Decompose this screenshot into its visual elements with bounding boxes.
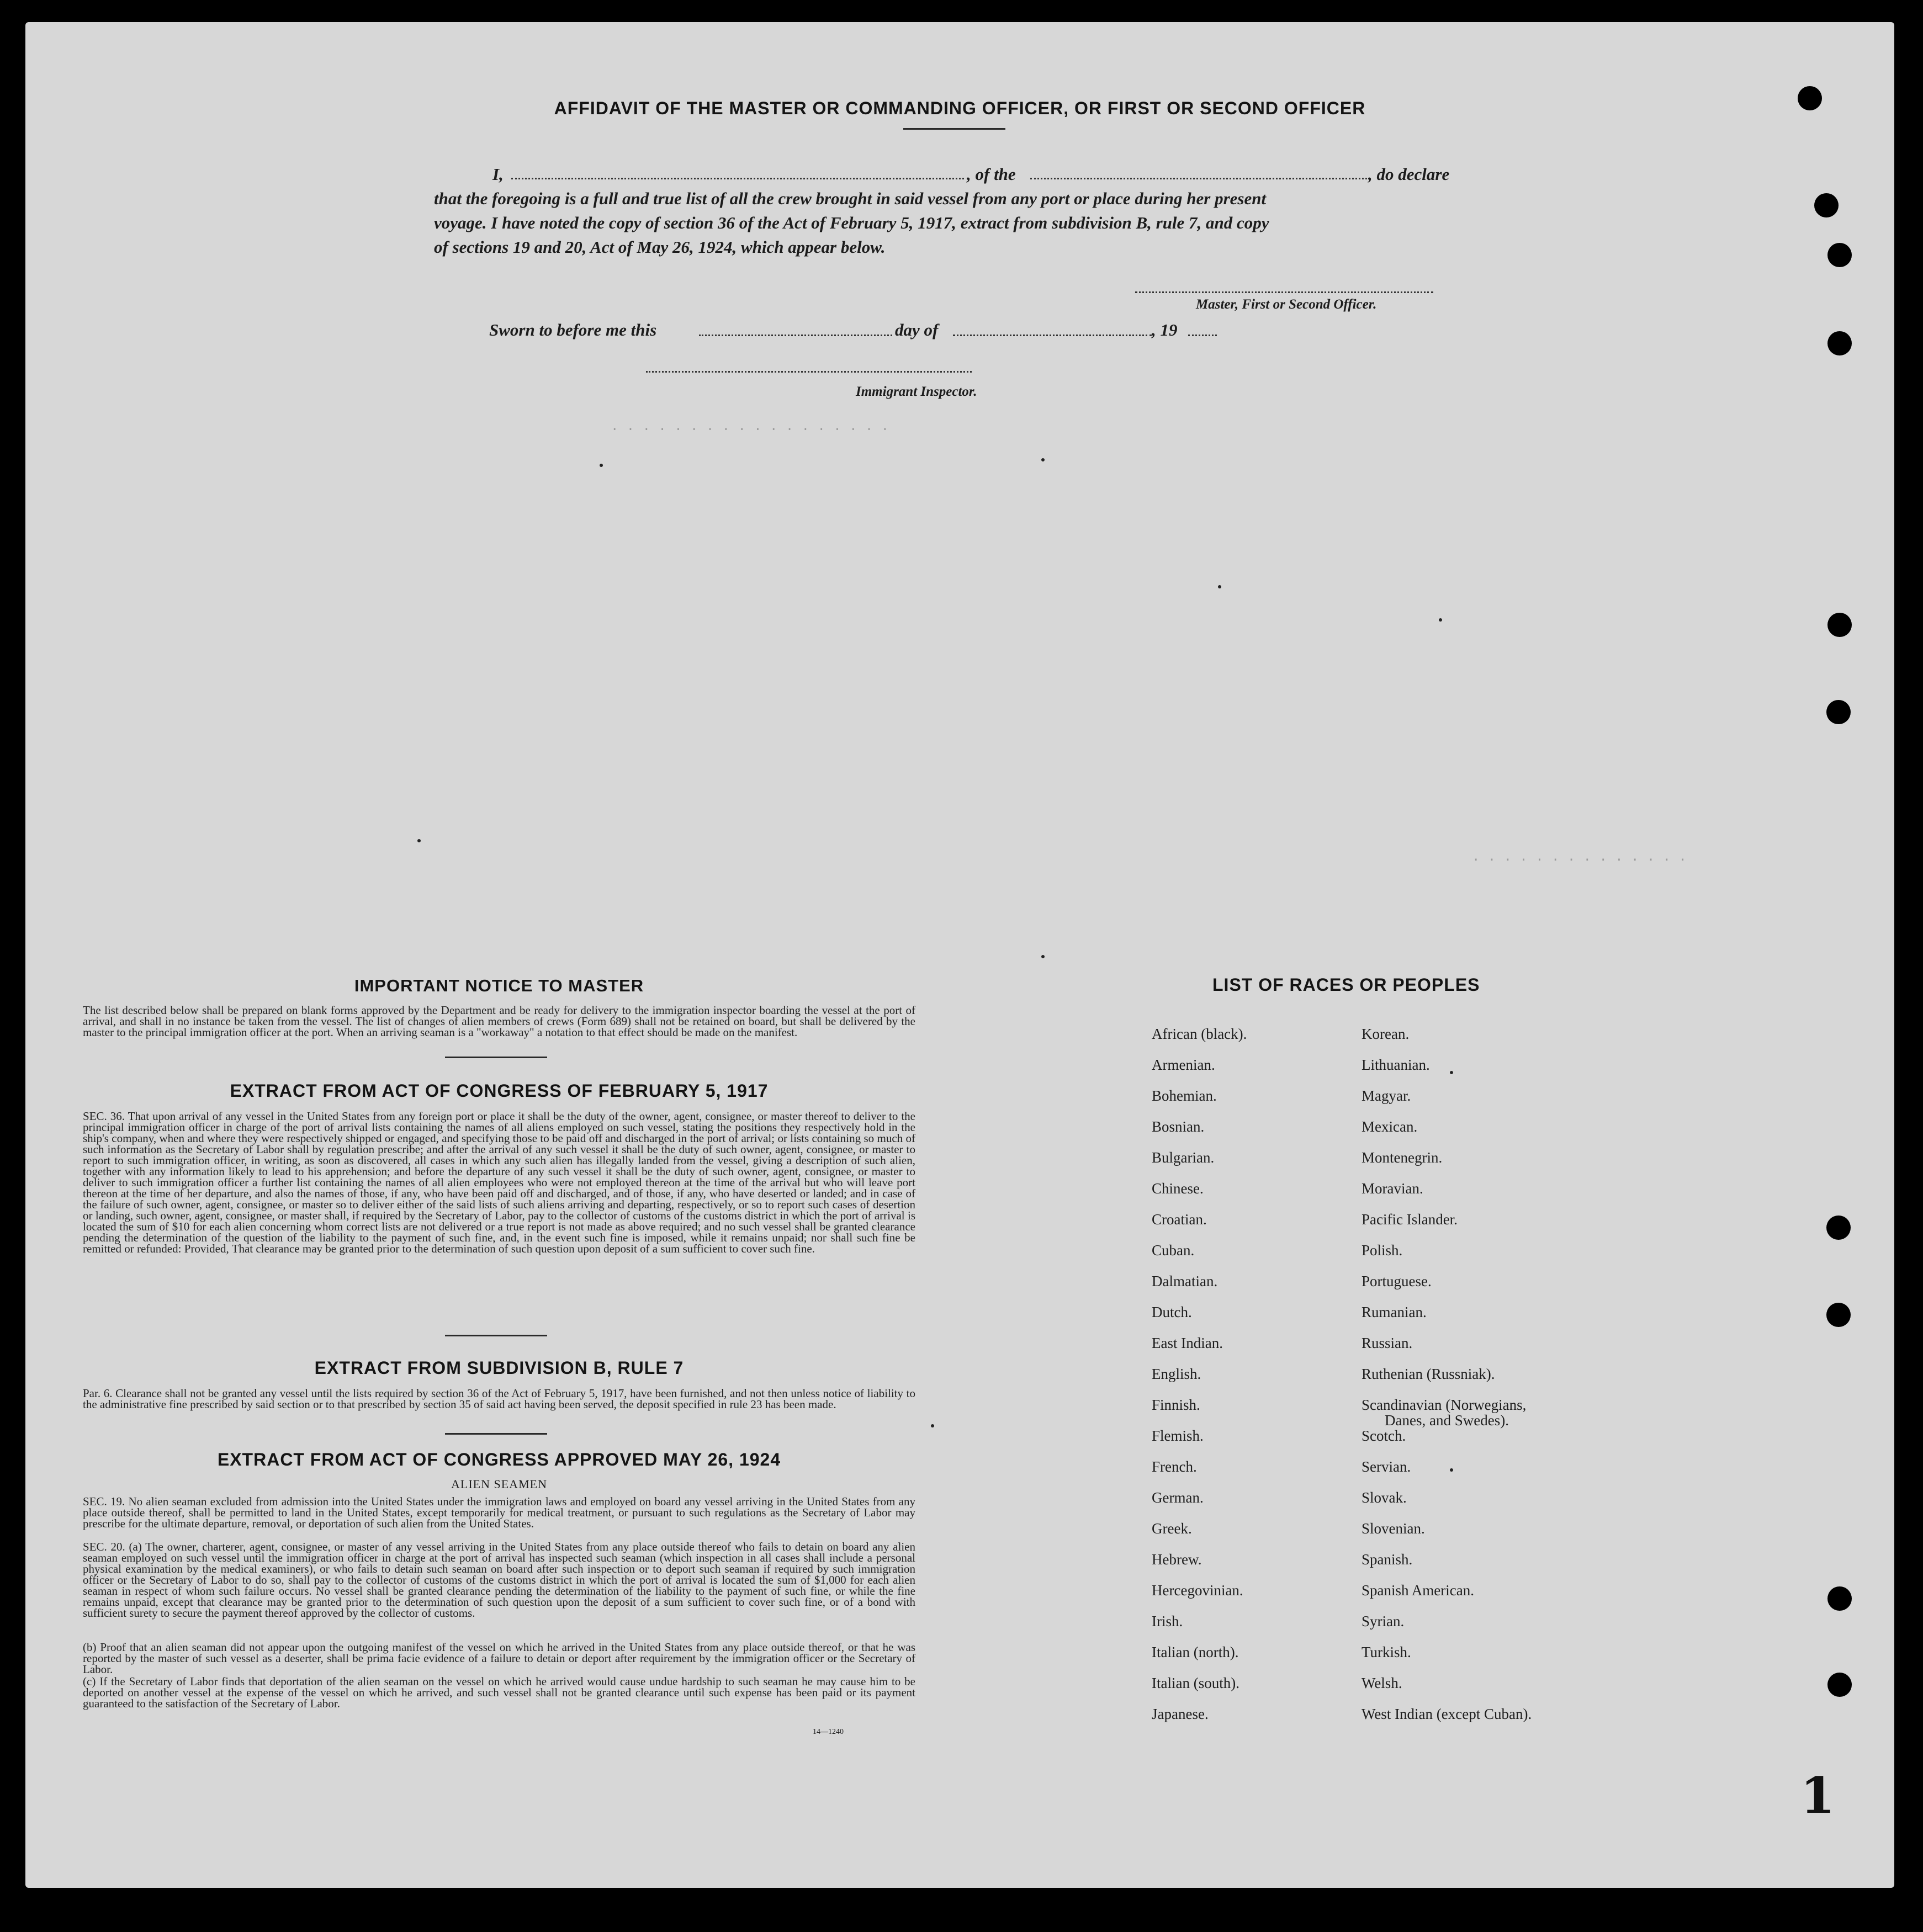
inspector-signature-label: Immigrant Inspector. bbox=[856, 384, 977, 399]
extract-1917-title: EXTRACT FROM ACT OF CONGRESS OF FEBRUARY 5, 1917 bbox=[230, 1081, 769, 1101]
race-item-continuation: Danes, and Swedes). bbox=[1385, 1412, 1509, 1429]
print-dot bbox=[1041, 955, 1045, 958]
affidavit-declare-label: , do declare bbox=[1368, 164, 1450, 184]
race-item: Magyar. bbox=[1362, 1087, 1411, 1104]
affidavit-line-3: voyage. I have noted the copy of section 36 of the Act of February 5, 1917, extract from subdivision B, rule 7, and copy bbox=[434, 213, 1269, 232]
section-20b-body: (b) Proof that an alien seaman did not appear upon the outgoing manifest of the vessel on which he arrived in the United States from any place outside thereof, or that he was reported by the master of such vessel as a deserter, shall be prima facie evidence of a failure to detain or deport after requirement by the immigration officer or the Secretary of Labor. bbox=[83, 1641, 915, 1676]
form-number: 14—1240 bbox=[813, 1728, 844, 1736]
race-item: Slovak. bbox=[1362, 1489, 1407, 1506]
race-item: Portuguese. bbox=[1362, 1273, 1432, 1289]
race-item: Pacific Islander. bbox=[1362, 1211, 1458, 1228]
race-item: Bohemian. bbox=[1152, 1087, 1217, 1104]
punch-hole bbox=[1827, 331, 1852, 355]
section-20a-body: SEC. 20. (a) The owner, charterer, agent, consignee, or master of any vessel arriving in the United States from any place outside thereof who fails to detain on board any alien seaman employed on such vessel until the immigration officer in charge at the port of arrival has inspected such seaman (which inspection in all cases shall include a personal physical examination by the medical examiners), or who fails to detain such seaman on board after such inspection or to deport such seaman if required by such immigration officer or the Secretary of Labor to do so, shall pay to the collector of customs of the customs district in which the port of arrival is located the sum of $1,000 for each alien seaman in respect of whom such failure occurs. No vessel shall be granted clearance pending the determination of the liability to the payment of such fine, or while the fine remains unpaid, except that clearance may be granted prior to the determination of such question upon the deposit of a sum sufficient to cover such fine, or of a bond with sufficient surety to secure the payment thereof approved by the collector of customs. bbox=[83, 1540, 915, 1620]
print-dot bbox=[1439, 618, 1442, 622]
race-item: Cuban. bbox=[1152, 1242, 1195, 1259]
race-item: Finnish. bbox=[1152, 1397, 1200, 1413]
sworn-year-blank[interactable] bbox=[1188, 335, 1217, 336]
title-underline bbox=[903, 128, 1005, 130]
print-dot bbox=[1218, 585, 1221, 588]
officer-signature-blank[interactable] bbox=[1135, 291, 1433, 293]
bleed-through-text: . . . . . . . . . . . . . . . . . . bbox=[611, 420, 889, 434]
punch-hole bbox=[1826, 700, 1851, 724]
race-item: Polish. bbox=[1362, 1242, 1403, 1259]
races-title: LIST OF RACES OR PEOPLES bbox=[1212, 975, 1480, 995]
section-divider bbox=[445, 1057, 547, 1058]
race-item: French. bbox=[1152, 1458, 1197, 1475]
race-item: Hebrew. bbox=[1152, 1551, 1202, 1568]
punch-hole bbox=[1826, 1216, 1851, 1240]
sworn-prefix: Sworn to before me this bbox=[489, 320, 657, 339]
print-dot bbox=[931, 1424, 934, 1427]
sworn-year-label: , 19 bbox=[1152, 320, 1178, 339]
race-item: Ruthenian (Russniak). bbox=[1362, 1366, 1495, 1382]
alien-seamen-subtitle: ALIEN SEAMEN bbox=[451, 1477, 547, 1491]
master-name-blank[interactable] bbox=[511, 178, 964, 179]
race-item: Montenegrin. bbox=[1362, 1149, 1443, 1166]
race-item: Hercegovinian. bbox=[1152, 1582, 1243, 1599]
section-19-body: SEC. 19. No alien seaman excluded from admission into the United States under the immigration laws and employed on board any vessel arriving in the United States from any place outside thereof, shall be permitted to land in the United States, except temporarily for medical treatment, or pursuant to such regulations as the Secretary of Labor may prescribe for the ultimate departure, removal, or deportation of such alien from the United States. bbox=[83, 1495, 915, 1530]
race-item: Lithuanian. bbox=[1362, 1057, 1430, 1073]
race-item: Greek. bbox=[1152, 1520, 1192, 1537]
race-item: East Indian. bbox=[1152, 1335, 1223, 1351]
sworn-month-blank[interactable] bbox=[953, 335, 1152, 336]
race-item: Rumanian. bbox=[1362, 1304, 1427, 1320]
extract-1917-body: SEC. 36. That upon arrival of any vessel in the United States from any foreign port or place it shall be the duty of the owner, agent, consignee, or master thereof to deliver to the principal immigration officer in charge of the port of arrival lists containing the names of all aliens employed on such vessel, stating the positions they respectively hold in the ship's company, when and where they were respectively shipped or engaged, and specifying those to be paid off and discharged in the port of arrival; or lists containing so much of such information as the Secretary of Labor shall by regulation prescribe; and after the arrival of any such vessel it shall be the duty of such owner, agent, consignee, or master to report to such immigration officer, in writing, as soon as discovered, all cases in which any such alien has illegally landed from the vessel, giving a description of such alien, together with any information likely to lead to his apprehension; and before the departure of any such vessel it shall be the duty of such owner, agent, consignee, or master to deliver to such immigration officer a further list containing the names of all alien employees who were not employed thereon at the time of the arrival but who will leave port thereon at the time of her departure, and also the names of those, if any, who have been paid off and discharged, and of those, if any, who have deserted or landed; and in case of the failure of such owner, agent, consignee, or master so to deliver either of the said lists of such aliens arriving and departing, respectively, or so to report such cases of desertion or landing, such owner, agent, consignee, or master shall, if required by the Secretary of Labor, pay to the collector of customs of the customs district in which the port of arrival is located the sum of $10 for each alien concerning whom correct lists are not delivered or a true report is not made as above required; and no such vessel shall be granted clearance pending the determination of the question of the liability to the payment of such fine, and, in the event such fine is imposed, while it remains unpaid; nor shall such fine be remitted or refunded: Provided, That clearance may be granted prior to the determination of such question upon deposit of a sum sufficient to cover such fine. bbox=[83, 1110, 915, 1255]
notice-title: IMPORTANT NOTICE TO MASTER bbox=[354, 976, 644, 995]
officer-signature-label: Master, First or Second Officer. bbox=[1196, 297, 1377, 312]
punch-hole bbox=[1814, 193, 1839, 217]
race-item: West Indian (except Cuban). bbox=[1362, 1706, 1532, 1722]
print-dot bbox=[417, 839, 421, 842]
race-item: Slovenian. bbox=[1362, 1520, 1425, 1537]
race-item: Spanish. bbox=[1362, 1551, 1413, 1568]
inspector-signature-blank[interactable] bbox=[646, 371, 972, 373]
affidavit-title: AFFIDAVIT OF THE MASTER OR COMMANDING OFFICER, OR FIRST OR SECOND OFFICER bbox=[554, 98, 1366, 118]
section-divider bbox=[445, 1433, 547, 1435]
race-item: Croatian. bbox=[1152, 1211, 1207, 1228]
affidavit-line-2: that the foregoing is a full and true list of all the crew brought in said vessel from any port or place during her present bbox=[434, 189, 1267, 208]
extract-1924-title: EXTRACT FROM ACT OF CONGRESS APPROVED MAY 26, 1924 bbox=[217, 1450, 781, 1469]
race-item: Servian. bbox=[1362, 1458, 1411, 1475]
document-sheet bbox=[25, 22, 1894, 1888]
punch-hole bbox=[1826, 1303, 1851, 1327]
race-item: Dutch. bbox=[1152, 1304, 1192, 1320]
race-item: Chinese. bbox=[1152, 1180, 1204, 1197]
race-item: Mexican. bbox=[1362, 1118, 1418, 1135]
vessel-name-blank[interactable] bbox=[1030, 178, 1367, 179]
race-item: Irish. bbox=[1152, 1613, 1183, 1630]
sworn-day-blank[interactable] bbox=[699, 335, 892, 336]
race-item: English. bbox=[1152, 1366, 1201, 1382]
race-item: Korean. bbox=[1362, 1026, 1410, 1042]
print-dot bbox=[600, 464, 603, 467]
punch-hole bbox=[1827, 613, 1852, 637]
punch-hole bbox=[1827, 1673, 1852, 1697]
race-item: Turkish. bbox=[1362, 1644, 1411, 1660]
print-dot bbox=[1450, 1071, 1453, 1074]
race-item: Armenian. bbox=[1152, 1057, 1215, 1073]
race-item: Moravian. bbox=[1362, 1180, 1423, 1197]
margin-page-mark: 1 bbox=[1800, 1766, 1835, 1825]
race-item: Bosnian. bbox=[1152, 1118, 1205, 1135]
punch-hole bbox=[1827, 243, 1852, 267]
race-item: Dalmatian. bbox=[1152, 1273, 1218, 1289]
section-20c-body: (c) If the Secretary of Labor finds that deportation of the alien seaman on the vessel on which he arrived would cause undue hardship to such seaman he may cause him to be deported on another vessel at the expense of the vessel on which he arrived, and such vessel shall not be granted clearance until such expense has been paid or its payment guaranteed to the satisfaction of the Secretary of Labor. bbox=[83, 1675, 915, 1710]
race-item: Russian. bbox=[1362, 1335, 1413, 1351]
race-item: Italian (north). bbox=[1152, 1644, 1239, 1660]
affidavit-i-label: I, bbox=[492, 164, 504, 184]
race-item: Spanish American. bbox=[1362, 1582, 1474, 1599]
punch-hole bbox=[1827, 1586, 1852, 1611]
race-item: Syrian. bbox=[1362, 1613, 1405, 1630]
notice-body: The list described below shall be prepared on blank forms approved by the Department and be ready for delivery to the immigration inspector boarding the vessel at the port of arrival, and shall in no instance be taken from the vessel. The list of changes of alien members of crews (Form 689) shall not be retained on board, but shall be delivered by the master to the principal immigration officer at the port. When an arriving seaman is a "workaway" a notation to that effect should be made on the manifest. bbox=[83, 1004, 915, 1039]
subdivision-b-title: EXTRACT FROM SUBDIVISION B, RULE 7 bbox=[314, 1358, 684, 1378]
section-divider bbox=[445, 1335, 547, 1336]
race-item: Flemish. bbox=[1152, 1427, 1204, 1444]
race-item: African (black). bbox=[1152, 1026, 1247, 1042]
print-dot bbox=[1041, 458, 1045, 461]
race-item: Bulgarian. bbox=[1152, 1149, 1215, 1166]
race-item: German. bbox=[1152, 1489, 1204, 1506]
subdivision-b-body: Par. 6. Clearance shall not be granted any vessel until the lists required by section 36 of the Act of February 5, 1917, have been furnished, and not then unless notice of liability to the administrative fine prescribed by said section or to that prescribed by section 35 of said act having been served, the deposit specified in rule 23 has been made. bbox=[83, 1387, 915, 1411]
affidavit-line-4: of sections 19 and 20, Act of May 26, 1924, which appear below. bbox=[434, 237, 886, 257]
print-dot bbox=[1450, 1468, 1453, 1472]
sworn-day-of-label: day of bbox=[895, 320, 939, 339]
race-item: Italian (south). bbox=[1152, 1675, 1239, 1691]
race-item: Scotch. bbox=[1362, 1427, 1406, 1444]
bleed-through-text: . . . . . . . . . . . . . . bbox=[1472, 850, 1687, 865]
race-item: Scandinavian (Norwegians, bbox=[1362, 1397, 1527, 1413]
affidavit-of-the-label: , of the bbox=[967, 164, 1016, 184]
race-item: Welsh. bbox=[1362, 1675, 1402, 1691]
race-item: Japanese. bbox=[1152, 1706, 1209, 1722]
